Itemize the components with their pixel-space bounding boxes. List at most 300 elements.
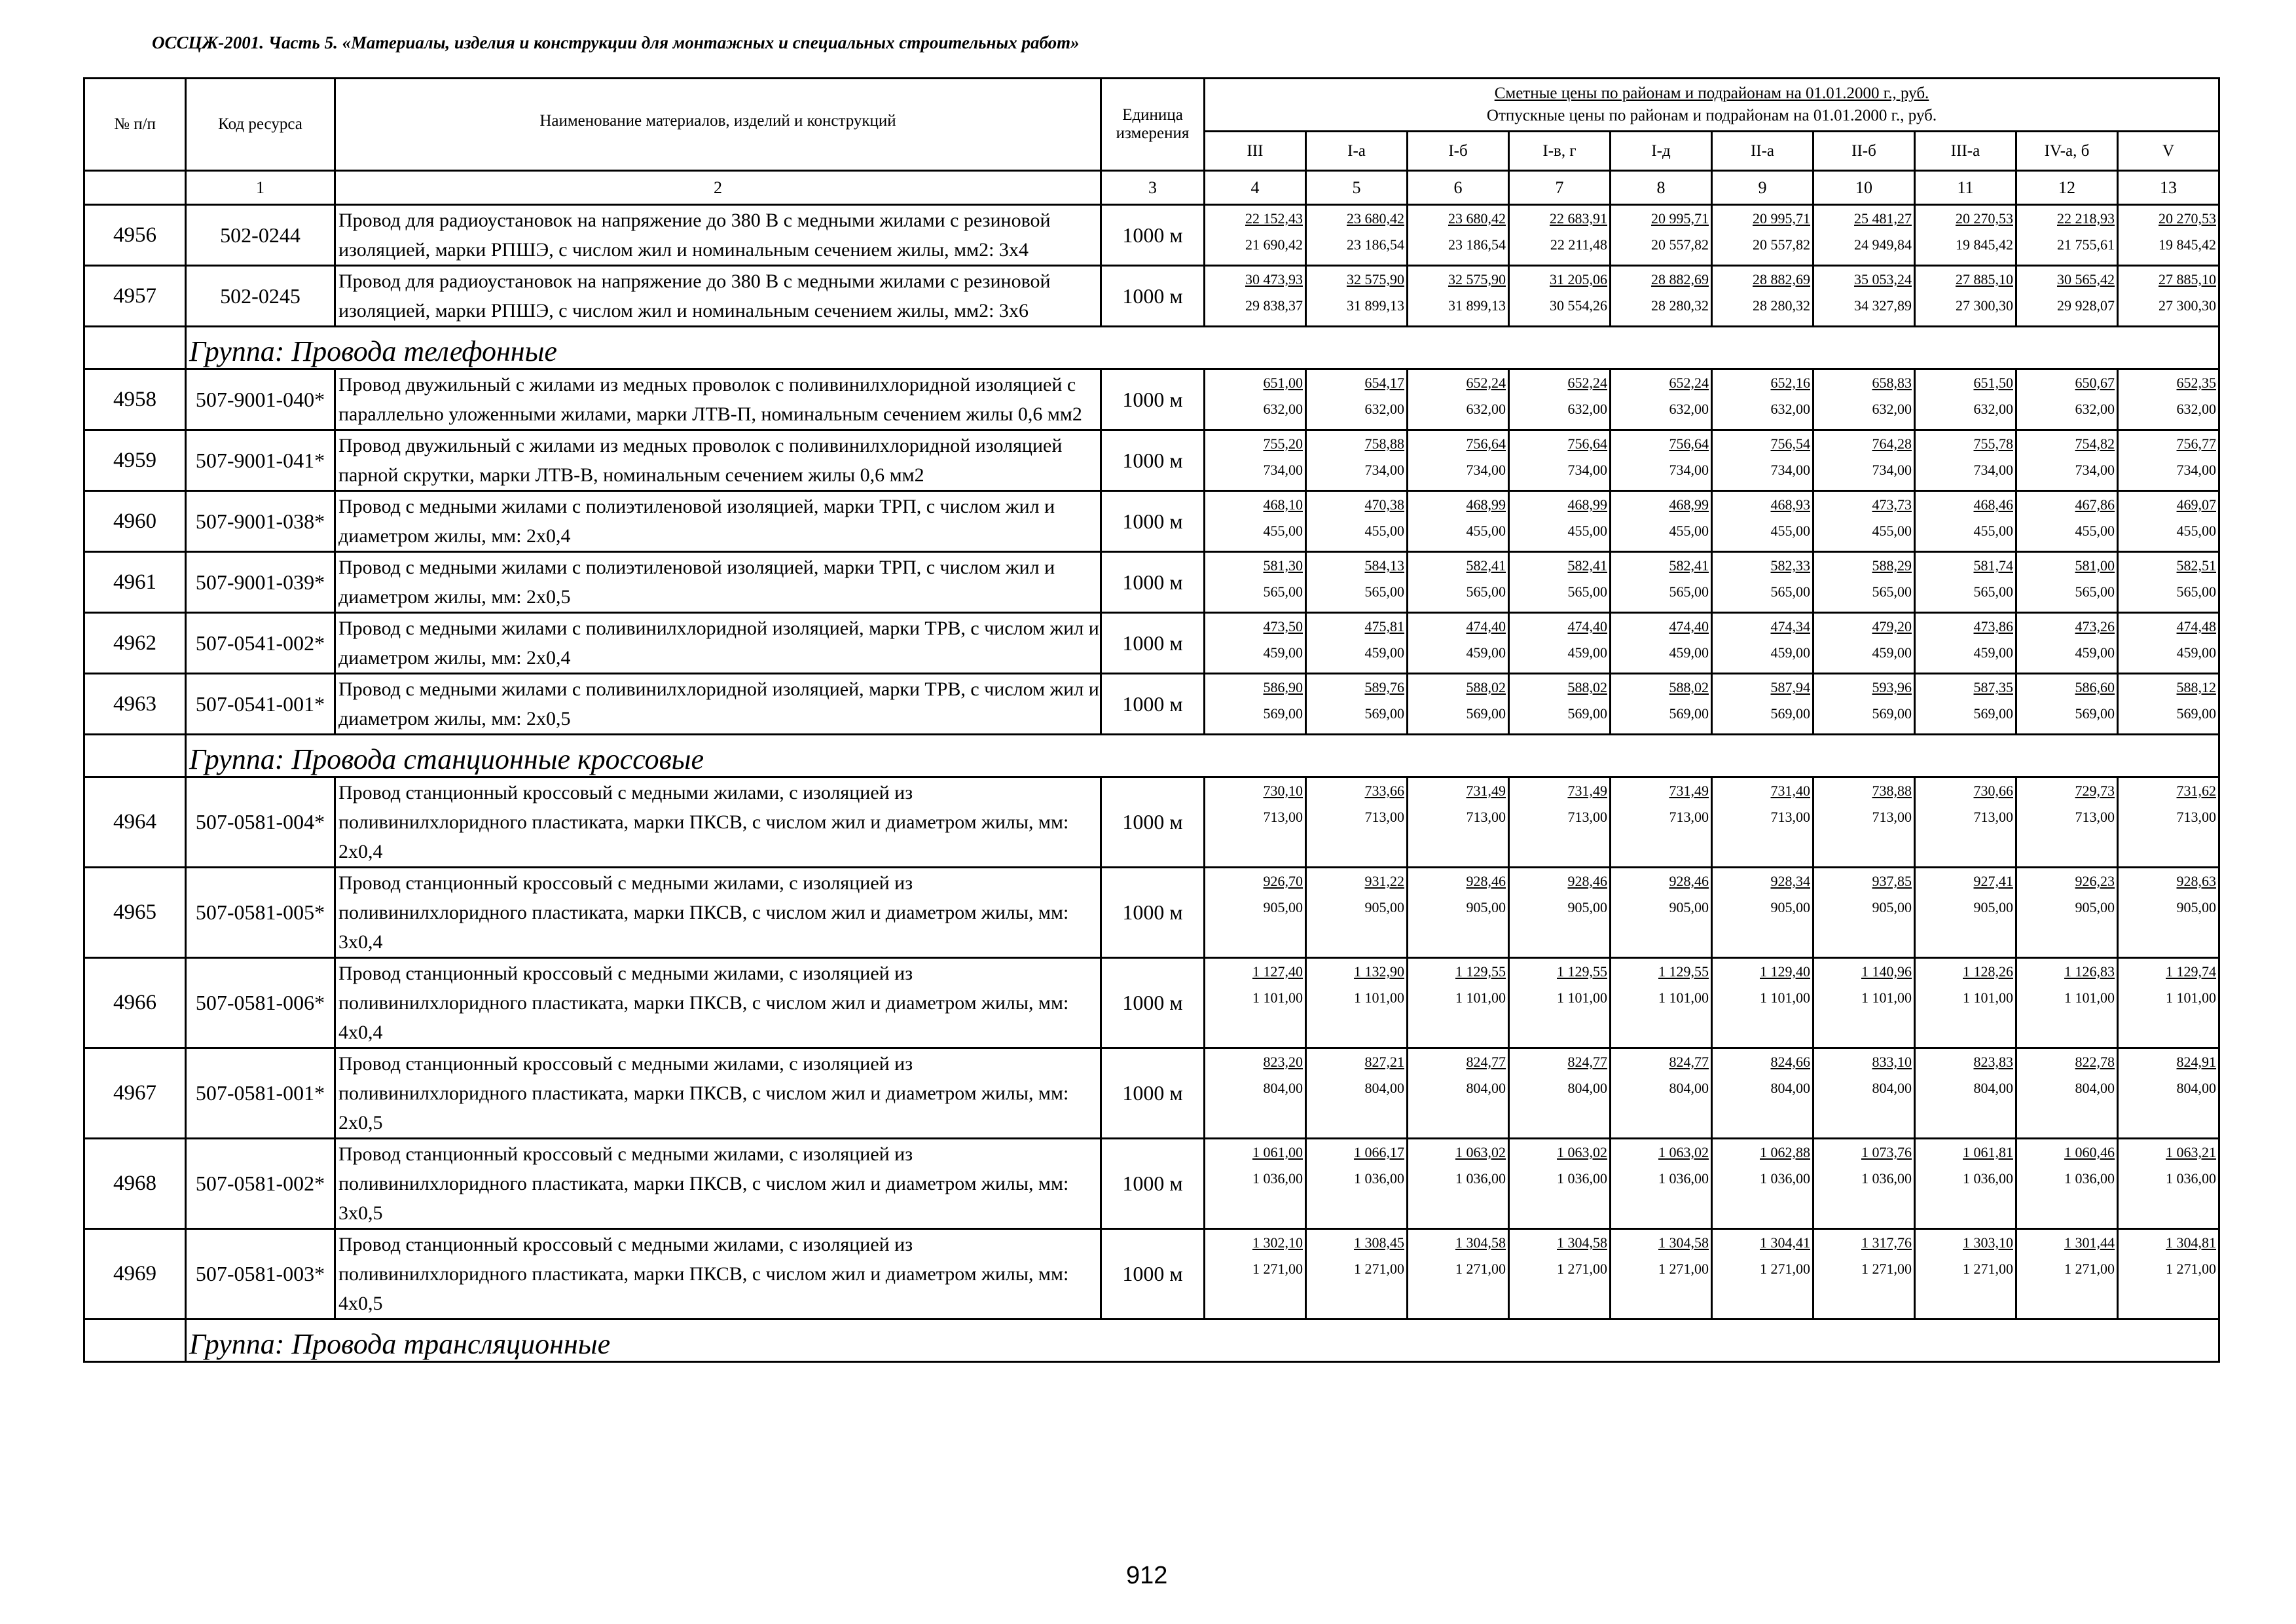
release-price: 455,00 [1770, 523, 1810, 539]
release-price: 905,00 [1466, 899, 1506, 915]
price-cell [1712, 674, 1813, 735]
price-cell [1611, 1048, 1712, 1139]
release-price: 1 271,00 [1760, 1261, 1810, 1277]
item-name: Провод станционный кроссовый с медными жилами, с изоляцией из поливинилхлоридного пластиката, марки ПКСВ, с числом жил и диаметром жилы, мм: 4х0,4 [335, 958, 1101, 1048]
estimate-price: 588,02 [1669, 679, 1709, 695]
estimate-price: 1 304,81 [2166, 1234, 2217, 1251]
region-header: I-д [1611, 132, 1712, 171]
price-cell [2016, 552, 2118, 613]
estimate-price: 586,60 [2075, 679, 2115, 695]
price-cell [2016, 1048, 2118, 1139]
estimate-price: 588,12 [2176, 679, 2217, 695]
release-price: 632,00 [2176, 401, 2217, 417]
release-price: 455,00 [1669, 523, 1709, 539]
release-price: 905,00 [1872, 899, 1912, 915]
table-row [84, 613, 2219, 674]
table-body [84, 205, 2219, 1362]
estimate-price: 1 073,76 [1861, 1144, 1912, 1160]
release-price: 29 928,07 [2057, 297, 2115, 314]
item-name: Провод станционный кроссовый с медными жилами, с изоляцией из поливинилхлоридного пластиката, марки ПКСВ, с числом жил и диаметром жилы, мм: 3х0,4 [335, 868, 1101, 958]
estimate-price: 588,02 [1466, 679, 1506, 695]
row-number: 4965 [84, 868, 186, 958]
price-cell [1408, 674, 1509, 735]
estimate-price: 928,46 [1466, 873, 1506, 889]
price-cell [1205, 205, 1306, 266]
column-number: 10 [1813, 171, 1915, 205]
release-price: 1 271,00 [1557, 1261, 1607, 1277]
price-cell [1205, 777, 1306, 868]
release-price: 1 036,00 [1861, 1170, 1912, 1187]
release-price: 21 690,42 [1245, 236, 1303, 253]
price-cell [1611, 613, 1712, 674]
resource-code: 507-0541-002* [186, 613, 335, 674]
estimate-price: 587,94 [1770, 679, 1810, 695]
price-cell [1509, 266, 1611, 327]
release-price: 1 271,00 [1354, 1261, 1404, 1277]
price-subtitle: Отпускные цены по районам и подрайонам на 01.01.2000 г., руб. [1486, 107, 1937, 124]
price-cell [1915, 552, 2016, 613]
estimate-price: 582,51 [2176, 557, 2217, 574]
release-price: 1 271,00 [2166, 1261, 2217, 1277]
release-price: 905,00 [1770, 899, 1810, 915]
price-cell [1205, 491, 1306, 552]
price-cell [1813, 430, 1915, 491]
estimate-price: 1 129,55 [1658, 963, 1709, 980]
estimate-price: 1 303,10 [1963, 1234, 2013, 1251]
release-price: 804,00 [1364, 1080, 1404, 1096]
price-cell [1915, 205, 2016, 266]
release-price: 804,00 [2075, 1080, 2115, 1096]
estimate-price: 1 063,21 [2166, 1144, 2217, 1160]
price-cell [1915, 1139, 2016, 1229]
price-cell [2118, 266, 2219, 327]
release-price: 1 101,00 [1354, 989, 1404, 1006]
estimate-price: 1 129,40 [1760, 963, 1810, 980]
item-name: Провод станционный кроссовый с медными жилами, с изоляцией из поливинилхлоридного пластиката, марки ПКСВ, с числом жил и диаметром жилы, мм: 2х0,5 [335, 1048, 1101, 1139]
estimate-price: 35 053,24 [1854, 271, 1912, 287]
resource-code: 507-9001-040* [186, 369, 335, 430]
row-number: 4960 [84, 491, 186, 552]
column-number: 12 [2016, 171, 2118, 205]
table-row [84, 1139, 2219, 1229]
estimate-price: 733,66 [1364, 783, 1404, 799]
row-number: 4962 [84, 613, 186, 674]
estimate-price: 1 126,83 [2064, 963, 2115, 980]
region-header: II-б [1813, 132, 1915, 171]
estimate-price: 651,50 [1973, 375, 2013, 391]
release-price: 905,00 [2075, 899, 2115, 915]
release-price: 565,00 [1466, 583, 1506, 600]
estimate-price: 587,35 [1973, 679, 2013, 695]
release-price: 905,00 [1669, 899, 1709, 915]
price-cell [1205, 674, 1306, 735]
price-cell [1915, 369, 2016, 430]
column-number [84, 171, 186, 205]
column-number: 3 [1101, 171, 1205, 205]
release-price: 455,00 [1973, 523, 2013, 539]
release-price: 23 186,54 [1448, 236, 1506, 253]
release-price: 1 101,00 [1252, 989, 1303, 1006]
price-cell [1408, 1229, 1509, 1320]
release-price: 734,00 [1669, 462, 1709, 478]
column-number: 11 [1915, 171, 2016, 205]
price-cell [2016, 1229, 2118, 1320]
estimate-price: 588,29 [1872, 557, 1912, 574]
estimate-price: 658,83 [1872, 375, 1912, 391]
price-cell [1509, 674, 1611, 735]
estimate-price: 473,86 [1973, 618, 2013, 635]
resource-code: 507-0581-004* [186, 777, 335, 868]
unit-cell: 1000 м [1101, 205, 1205, 266]
price-cell [1611, 777, 1712, 868]
resource-code: 502-0245 [186, 266, 335, 327]
price-cell [1611, 958, 1712, 1048]
estimate-price: 468,99 [1466, 496, 1506, 513]
release-price: 713,00 [1466, 809, 1506, 825]
table-row [84, 1048, 2219, 1139]
release-price: 459,00 [1669, 644, 1709, 661]
release-price: 569,00 [1364, 705, 1404, 722]
release-price: 29 838,37 [1245, 297, 1303, 314]
estimate-price: 1 066,17 [1354, 1144, 1404, 1160]
estimate-price: 22 152,43 [1245, 210, 1303, 227]
estimate-price: 756,54 [1770, 435, 1810, 452]
price-cell [1509, 613, 1611, 674]
release-price: 1 036,00 [1252, 1170, 1303, 1187]
price-cell [2016, 491, 2118, 552]
estimate-price: 582,41 [1669, 557, 1709, 574]
release-price: 1 101,00 [1557, 989, 1607, 1006]
release-price: 734,00 [2176, 462, 2217, 478]
release-price: 1 036,00 [1760, 1170, 1810, 1187]
price-cell [1915, 868, 2016, 958]
release-price: 20 557,82 [1651, 236, 1709, 253]
release-price: 804,00 [1872, 1080, 1912, 1096]
price-cell [2118, 674, 2219, 735]
release-price: 804,00 [1973, 1080, 2013, 1096]
release-price: 28 280,32 [1651, 297, 1709, 314]
release-price: 31 899,13 [1448, 297, 1506, 314]
estimate-price: 1 302,10 [1252, 1234, 1303, 1251]
release-price: 713,00 [1669, 809, 1709, 825]
estimate-price: 824,77 [1669, 1054, 1709, 1070]
resource-code: 507-0581-006* [186, 958, 335, 1048]
release-price: 1 036,00 [1658, 1170, 1709, 1187]
estimate-price: 30 473,93 [1245, 271, 1303, 287]
estimate-price: 582,41 [1567, 557, 1607, 574]
unit-cell: 1000 м [1101, 1048, 1205, 1139]
release-price: 569,00 [2176, 705, 2217, 722]
estimate-price: 20 270,53 [2159, 210, 2217, 227]
price-cell [1306, 552, 1408, 613]
price-cell [1509, 552, 1611, 613]
estimate-price: 475,81 [1364, 618, 1404, 635]
price-cell [1611, 868, 1712, 958]
release-price: 30 554,26 [1550, 297, 1607, 314]
row-number: 4967 [84, 1048, 186, 1139]
price-cell [1813, 552, 1915, 613]
price-cell [1306, 266, 1408, 327]
estimate-price: 731,49 [1567, 783, 1607, 799]
release-price: 713,00 [1872, 809, 1912, 825]
resource-code: 502-0244 [186, 205, 335, 266]
estimate-price: 581,74 [1973, 557, 2013, 574]
release-price: 734,00 [1364, 462, 1404, 478]
release-price: 632,00 [1669, 401, 1709, 417]
release-price: 1 101,00 [1963, 989, 2013, 1006]
release-price: 1 036,00 [2064, 1170, 2115, 1187]
item-name: Провод с медными жилами с полиэтиленовой изоляцией, марки ТРП, с числом жил и диаметром жилы, мм: 2х0,5 [335, 552, 1101, 613]
estimate-price: 651,00 [1263, 375, 1303, 391]
estimate-price: 652,24 [1567, 375, 1607, 391]
estimate-price: 927,41 [1973, 873, 2013, 889]
estimate-price: 23 680,42 [1347, 210, 1404, 227]
price-cell [1408, 266, 1509, 327]
release-price: 455,00 [1364, 523, 1404, 539]
release-price: 804,00 [1770, 1080, 1810, 1096]
unit-cell: 1000 м [1101, 369, 1205, 430]
price-cell [1611, 205, 1712, 266]
release-price: 22 211,48 [1550, 236, 1607, 253]
estimate-price: 20 995,71 [1753, 210, 1810, 227]
region-header: V [2118, 132, 2219, 171]
unit-cell: 1000 м [1101, 777, 1205, 868]
price-cell [1915, 1048, 2016, 1139]
group-title: Группа: Провода телефонные [186, 327, 2219, 369]
price-cell [2118, 777, 2219, 868]
estimate-price: 581,00 [2075, 557, 2115, 574]
price-cell [2016, 958, 2118, 1048]
unit-cell: 1000 м [1101, 552, 1205, 613]
estimate-price: 467,86 [2075, 496, 2115, 513]
price-cell [1408, 430, 1509, 491]
release-price: 459,00 [2075, 644, 2115, 661]
table-row [84, 205, 2219, 266]
release-price: 455,00 [1466, 523, 1506, 539]
unit-cell: 1000 м [1101, 1229, 1205, 1320]
release-price: 1 101,00 [1760, 989, 1810, 1006]
estimate-price: 27 885,10 [2159, 271, 2217, 287]
group-title: Группа: Провода трансляционные [186, 1320, 2219, 1362]
estimate-price: 469,07 [2176, 496, 2217, 513]
release-price: 905,00 [1263, 899, 1303, 915]
price-cell [1813, 958, 1915, 1048]
release-price: 1 101,00 [2166, 989, 2217, 1006]
price-cell [1509, 430, 1611, 491]
price-cell [2118, 613, 2219, 674]
estimate-price: 474,34 [1770, 618, 1810, 635]
estimate-price: 654,17 [1364, 375, 1404, 391]
table-row [84, 430, 2219, 491]
price-cell [1712, 1139, 1813, 1229]
price-cell [1509, 868, 1611, 958]
release-price: 569,00 [2075, 705, 2115, 722]
price-cell [1712, 868, 1813, 958]
estimate-price: 473,73 [1872, 496, 1912, 513]
price-cell [2118, 430, 2219, 491]
column-number: 8 [1611, 171, 1712, 205]
price-cell [1509, 1139, 1611, 1229]
estimate-price: 731,49 [1669, 783, 1709, 799]
column-number: 4 [1205, 171, 1306, 205]
table-row [84, 552, 2219, 613]
release-price: 713,00 [1770, 809, 1810, 825]
resource-code: 507-9001-041* [186, 430, 335, 491]
price-cell [2118, 491, 2219, 552]
price-cell [1712, 266, 1813, 327]
release-price: 455,00 [2075, 523, 2115, 539]
estimate-price: 474,40 [1567, 618, 1607, 635]
estimate-price: 755,20 [1263, 435, 1303, 452]
col-header-unit: Единица измерения [1101, 79, 1205, 171]
estimate-price: 1 304,58 [1557, 1234, 1607, 1251]
estimate-price: 833,10 [1872, 1054, 1912, 1070]
price-cell [1915, 674, 2016, 735]
column-number: 1 [186, 171, 335, 205]
release-price: 1 101,00 [1455, 989, 1506, 1006]
estimate-price: 1 127,40 [1252, 963, 1303, 980]
estimate-price: 764,28 [1872, 435, 1912, 452]
release-price: 565,00 [1973, 583, 2013, 600]
price-cell [1509, 491, 1611, 552]
table-row [84, 868, 2219, 958]
price-cell [2016, 868, 2118, 958]
row-number: 4958 [84, 369, 186, 430]
estimate-price: 22 218,93 [2057, 210, 2115, 227]
price-cell [1306, 777, 1408, 868]
release-price: 569,00 [1770, 705, 1810, 722]
estimate-price: 1 317,76 [1861, 1234, 1912, 1251]
estimate-price: 824,77 [1466, 1054, 1506, 1070]
estimate-price: 827,21 [1364, 1054, 1404, 1070]
price-cell [1611, 674, 1712, 735]
release-price: 632,00 [1567, 401, 1607, 417]
region-header: I-в, г [1509, 132, 1611, 171]
release-price: 734,00 [1567, 462, 1607, 478]
price-cell [1712, 958, 1813, 1048]
price-cell [1205, 369, 1306, 430]
release-price: 565,00 [1567, 583, 1607, 600]
price-cell [1306, 491, 1408, 552]
price-title: Сметные цены по районам и подрайонам на 01.01.2000 г., руб. [1494, 84, 1929, 102]
region-header: I-а [1306, 132, 1408, 171]
price-cell [1813, 613, 1915, 674]
price-cell [1813, 205, 1915, 266]
resource-code: 507-0581-003* [186, 1229, 335, 1320]
col-header-name: Наименование материалов, изделий и конструкций [335, 79, 1101, 171]
item-name: Провод двужильный с жилами из медных проволок с поливинилхлоридной изоляцией с параллельно уложенными жилами, марки ЛТВ-П, номинальным сечением жилы 0,6 мм2 [335, 369, 1101, 430]
estimate-price: 730,10 [1263, 783, 1303, 799]
estimate-price: 758,88 [1364, 435, 1404, 452]
document-header: ОССЦЖ-2001. Часть 5. «Материалы, изделия и конструкции для монтажных и специальных строительных работ» [152, 33, 1080, 52]
resource-code: 507-0541-001* [186, 674, 335, 735]
col-header-code: Код ресурса [186, 79, 335, 171]
estimate-price: 470,38 [1364, 496, 1404, 513]
estimate-price: 468,10 [1263, 496, 1303, 513]
row-number: 4964 [84, 777, 186, 868]
price-cell [1611, 1229, 1712, 1320]
release-price: 632,00 [1872, 401, 1912, 417]
estimate-price: 731,49 [1466, 783, 1506, 799]
row-number: 4961 [84, 552, 186, 613]
estimate-price: 28 882,69 [1651, 271, 1709, 287]
table-row [84, 1229, 2219, 1320]
estimate-price: 1 140,96 [1861, 963, 1912, 980]
price-cell [1813, 369, 1915, 430]
row-number: 4959 [84, 430, 186, 491]
region-header: IV-а, б [2016, 132, 2118, 171]
release-price: 1 036,00 [2166, 1170, 2217, 1187]
price-cell [1509, 958, 1611, 1048]
group-spacer [84, 1320, 186, 1362]
release-price: 455,00 [1567, 523, 1607, 539]
price-cell [2016, 266, 2118, 327]
table-row [84, 266, 2219, 327]
column-number: 5 [1306, 171, 1408, 205]
price-cell [1408, 958, 1509, 1048]
estimate-price: 731,40 [1770, 783, 1810, 799]
resource-code: 507-0581-002* [186, 1139, 335, 1229]
estimate-price: 581,30 [1263, 557, 1303, 574]
estimate-price: 1 308,45 [1354, 1234, 1404, 1251]
release-price: 1 271,00 [1658, 1261, 1709, 1277]
estimate-price: 650,67 [2075, 375, 2115, 391]
estimate-price: 20 270,53 [1956, 210, 2013, 227]
release-price: 734,00 [1872, 462, 1912, 478]
column-number: 2 [335, 171, 1101, 205]
column-number: 7 [1509, 171, 1611, 205]
price-cell [1712, 613, 1813, 674]
column-number: 13 [2118, 171, 2219, 205]
release-price: 569,00 [1669, 705, 1709, 722]
column-number: 9 [1712, 171, 1813, 205]
price-cell [1408, 205, 1509, 266]
price-cell [1712, 1048, 1813, 1139]
release-price: 565,00 [1872, 583, 1912, 600]
estimate-price: 30 565,42 [2057, 271, 2115, 287]
price-cell [1813, 1048, 1915, 1139]
price-cell [1205, 958, 1306, 1048]
release-price: 1 101,00 [1658, 989, 1709, 1006]
estimate-price: 928,46 [1567, 873, 1607, 889]
release-price: 1 271,00 [1455, 1261, 1506, 1277]
release-price: 804,00 [1466, 1080, 1506, 1096]
item-name: Провод с медными жилами с поливинилхлоридной изоляцией, марки ТРВ, с числом жил и диаметром жилы, мм: 2х0,5 [335, 674, 1101, 735]
table-row [84, 777, 2219, 868]
price-cell [1712, 552, 1813, 613]
price-cell [1915, 613, 2016, 674]
release-price: 27 300,30 [1956, 297, 2013, 314]
release-price: 569,00 [1872, 705, 1912, 722]
estimate-price: 588,02 [1567, 679, 1607, 695]
price-cell [2118, 958, 2219, 1048]
estimate-price: 652,24 [1669, 375, 1709, 391]
row-number: 4963 [84, 674, 186, 735]
release-price: 804,00 [1567, 1080, 1607, 1096]
price-cell [1712, 205, 1813, 266]
release-price: 734,00 [2075, 462, 2115, 478]
estimate-price: 1 304,58 [1455, 1234, 1506, 1251]
unit-cell: 1000 м [1101, 868, 1205, 958]
price-cell [1509, 205, 1611, 266]
release-price: 734,00 [1263, 462, 1303, 478]
release-price: 569,00 [1263, 705, 1303, 722]
price-cell [1915, 266, 2016, 327]
estimate-price: 1 061,81 [1963, 1144, 2013, 1160]
release-price: 27 300,30 [2159, 297, 2217, 314]
estimate-price: 1 128,26 [1963, 963, 2013, 980]
estimate-price: 652,35 [2176, 375, 2217, 391]
